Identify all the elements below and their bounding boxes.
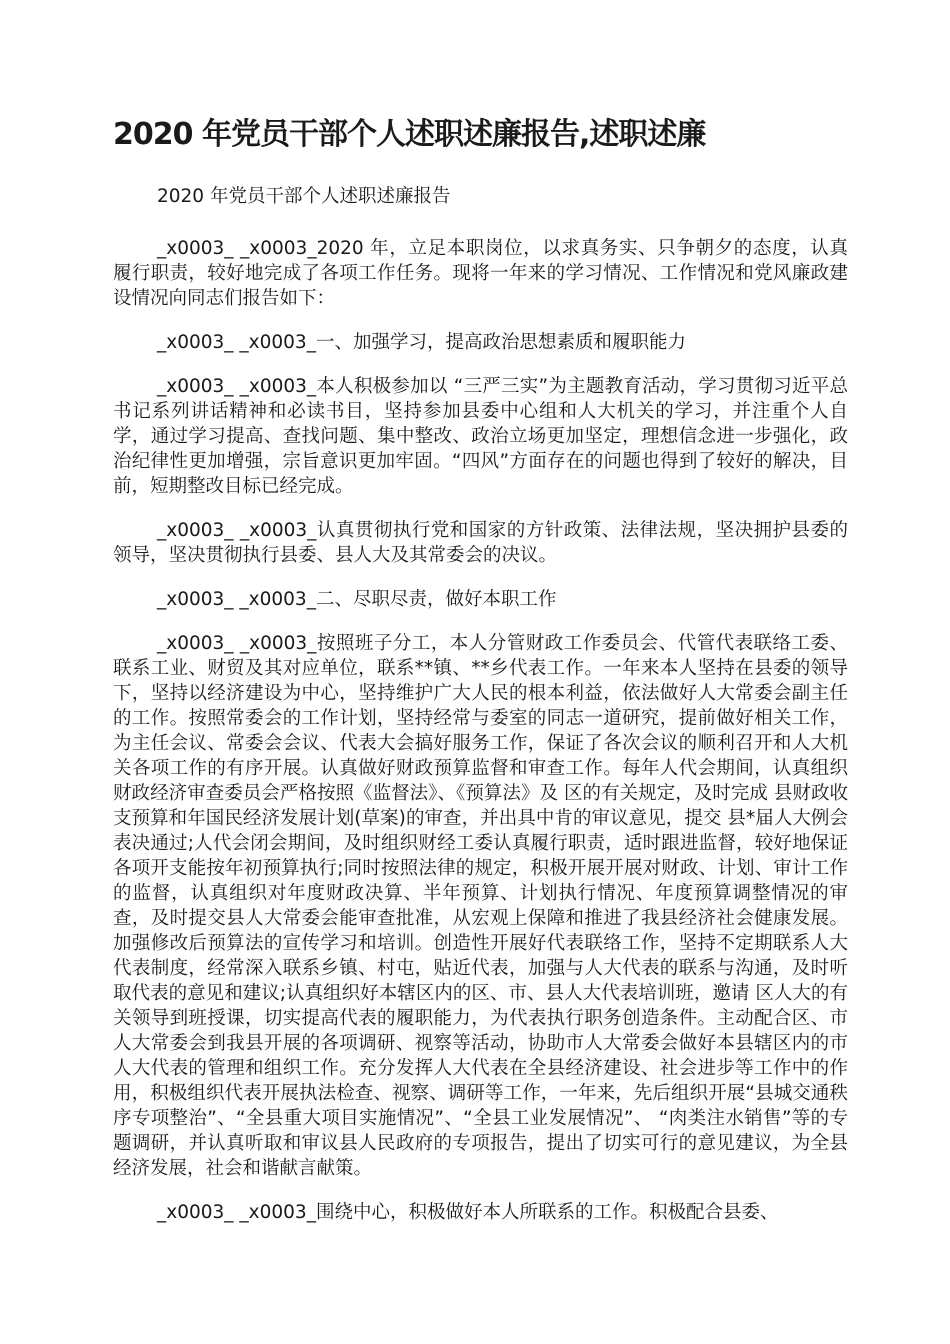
section-heading: _x0003_ _x0003_一、加强学习，提高政治思想素质和履职能力 <box>157 332 686 353</box>
report-subtitle: 2020 年党员干部个人述职述廉报告 <box>157 186 451 207</box>
paragraph: _x0003_ _x0003_本人积极参加以 “三严三实”为主题教育活动，学习贯彻习近平总书记系列讲话精神和必读书目，坚持参加县委中心组和人大机关的学习，并注重个人自学，通过学习提高、查找问题、集中整改、政治立场更加坚定，理想信念进一步强化，政治纪律性更加增强，宗旨意识更加牢固。“四风”方面存在的问题也得到了较好的解决，目前，短期整改目标已经完成。 <box>113 376 848 497</box>
document-title: 2020 年党员干部个人述职述廉报告,述职述廉 <box>113 117 706 152</box>
document-body <box>113 184 848 1244</box>
section-heading: _x0003_ _x0003_二、尽职尽责，做好本职工作 <box>157 589 557 610</box>
paragraph: _x0003_ _x0003_围绕中心，积极做好本人所联系的工作。积极配合县委、 <box>157 1202 779 1223</box>
paragraph: _x0003_ _x0003_认真贯彻执行党和国家的方针政策、法律法规，坚决拥护县委的领导，坚决贯彻执行县委、县人大及其常委会的决议。 <box>113 520 848 566</box>
paragraph: _x0003_ _x0003_按照班子分工，本人分管财政工作委员会、代管代表联络工委、联系工业、财贸及其对应单位，联系**镇、**乡代表工作。一年来本人坚持在县委的领导下，坚持以经济建设为中心，坚持维护广大人民的根本利益，依法做好人大常委会副主任的工作。按照常委会的工作计划，坚持经常与委室的同志一道研究，提前做好相关工作，为主任会议、常委会会议、代表大会搞好服务工作，保证了各次会议的顺利召开和人大机关各项工作的有序开展。认真做好财政预算监督和审查工作。每年人代会期间，认真组织财政经济审查委员会严格按照《监督法》、《预算法》及 区的有关规定，及时完成 县财政收支预算和年国民经济发展计划(草案)的审查，并出具中肯的审议意见，提交 县*届人大例会表决通过;人代会闭会期间，及时组织财经工委认真履行职责，适时跟进监督，较好地保证各项开支能按年初预算执行;同时按照法律的规定，积极开展开展对财政、计划、审计工作的监督，认真组织对年度财政决算、半年预算、计划执行情况、年度预算调整情况的审查，及时提交县人大常委会能审查批准，从宏观上保障和推进了我县经济社会健康发展。加强修改后预算法的宣传学习和培训。创造性开展好代表联络工作，坚持不定期联系人大代表制度，经常深入联系乡镇、村屯，贴近代表，加强与人大代表的联系与沟通，及时听取代表的意见和建议;认真组织好本辖区内的区、市、县人大代表培训班，邀请 区人大的有关领导到班授课，切实提高代表的履职能力，为代表执行职务创造条件。主动配合区、市人大常委会到我县开展的各项调研、视察等活动，协助市人大常委会做好本县辖区内的市人大代表的管理和组织工作。充分发挥人大代表在全县经济建设、社会进步等工作中的作用，积极组织代表开展执法检查、视察、调研等工作，一年来，先后组织开展“县城交通秩序专项整治”、“全县重大项目实施情况”、“全县工业发展情况”、 “肉类注水销售”等的专题调研，并认真听取和审议县人民政府的专项报告，提出了切实可行的意见建议，为全县经济发展，社会和谐献言献策。 <box>113 633 848 1179</box>
paragraph: _x0003_ _x0003_2020 年，立足本职岗位，以求真务实、只争朝夕的态度，认真履行职责，较好地完成了各项工作任务。现将一年来的学习情况、工作情况和党风廉政建设情况向同志们报告如下： <box>113 238 848 309</box>
